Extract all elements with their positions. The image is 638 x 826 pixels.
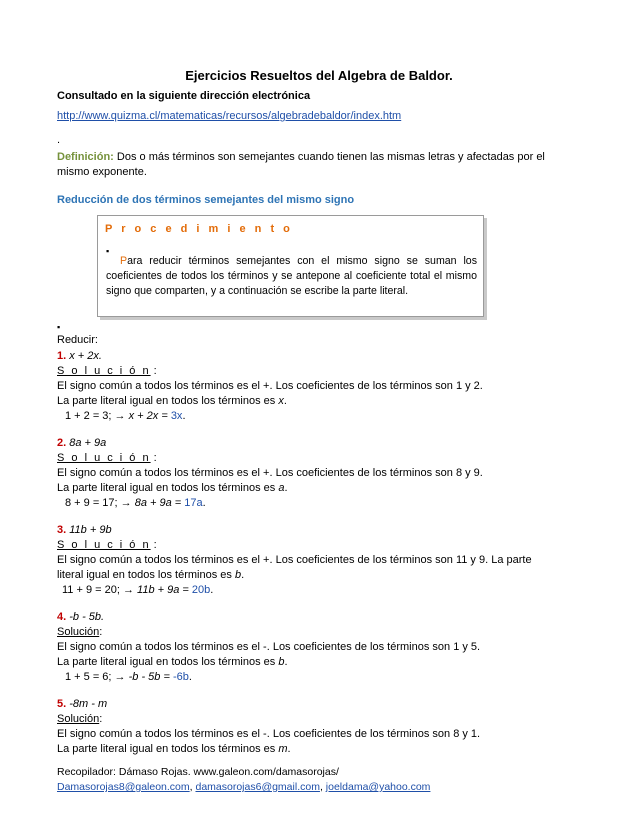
page-title: Ejercicios Resueltos del Algebra de Baldor.	[185, 68, 453, 83]
exercise-number: 4.	[57, 611, 67, 623]
email-link[interactable]: joeldama@yahoo.com	[325, 781, 431, 793]
exercise-1-header	[57, 349, 102, 363]
exercise-result: 20b	[191, 584, 211, 596]
procedure-text	[106, 254, 477, 299]
procedure-body: ara reducir términos semejantes con el mismo signo se suman los coeficientes de todos los términos y se antepone al coeficiente total el mismo signo que comparten, y a continuación se escribe la parte literal.	[106, 255, 477, 297]
exercise-2-line1: El signo común a todos los términos es el +. Los coeficientes de los términos son 8 y 9.	[57, 467, 483, 479]
procedure-box	[97, 215, 484, 317]
footer-compiler: Recopilador: Dámaso Rojas. www.galeon.com/damasorojas/	[57, 766, 339, 778]
bullet-small-icon: ▪	[57, 322, 61, 332]
definition-text: Dos o más términos son semejantes cuando tienen las mismas letras y afectadas por el	[113, 151, 545, 163]
definition-label: Definición:	[57, 151, 114, 163]
definition-text-2: mismo exponente.	[57, 166, 147, 178]
exercise-4-line1: El signo común a todos los términos es el -. Los coeficientes de los términos son 1 y 5.	[57, 641, 481, 653]
exercise-result: -6b	[172, 671, 189, 683]
procedure-first-letter: P	[120, 255, 128, 267]
section-heading: Reducción de dos términos semejantes del mismo signo	[57, 194, 355, 206]
exercise-expression: -8m - m	[69, 698, 108, 710]
exercise-number: 1.	[57, 350, 67, 362]
footer-emails: Damasorojas8@galeon.com, damasorojas6@gmail.com, joeldama@yahoo.com	[57, 781, 431, 793]
bullet-icon: ▪	[106, 246, 110, 256]
email-link[interactable]: Damasorojas8@galeon.com	[57, 781, 190, 793]
solution-label: S o l u c i ó n :	[57, 539, 157, 551]
solution-label: Solución:	[57, 713, 103, 725]
solution-label: Solución:	[57, 626, 103, 638]
procedure-title: P r o c e d i m i e n t o	[105, 223, 293, 235]
exercise-1-calc: 1 + 2 = 3; → x + 2x = 3x.	[65, 410, 186, 422]
exercise-2-calc: 8 + 9 = 17; → 8a + 9a = 17a.	[65, 497, 206, 509]
exercise-5-line1: El signo común a todos los términos es el -. Los coeficientes de los términos son 8 y 1.	[57, 728, 481, 740]
exercise-number: 5.	[57, 698, 67, 710]
exercise-4-calc: 1 + 5 = 6; → -b - 5b = -6b.	[65, 671, 192, 683]
reducir-label: Reducir:	[57, 334, 98, 346]
exercise-expression: 8a + 9a	[69, 437, 107, 449]
email-link[interactable]: damasorojas6@gmail.com	[195, 781, 320, 793]
exercise-result: 17a	[184, 497, 203, 509]
exercise-expression: x + 2x.	[69, 350, 102, 362]
definition-line	[57, 150, 545, 164]
exercise-4-line2: La parte literal igual en todos los términos es b.	[57, 656, 288, 668]
exercise-1-line2: La parte literal igual en todos los términos es x.	[57, 395, 287, 407]
exercise-3-line2: literal igual en todos los términos es b.	[57, 569, 245, 581]
exercise-3-header	[57, 523, 112, 537]
exercise-3-calc: 11 + 9 = 20; → 11b + 9a = 20b.	[62, 584, 214, 596]
exercise-expression: -b - 5b.	[69, 611, 105, 623]
solution-label: S o l u c i ó n :	[57, 452, 157, 464]
exercise-3-line1: El signo común a todos los términos es el +. Los coeficientes de los términos son 11 y 9. La parte	[57, 554, 532, 566]
exercise-number: 2.	[57, 437, 67, 449]
exercise-5-header	[57, 697, 107, 711]
exercise-number: 3.	[57, 524, 67, 536]
exercise-result: 3x	[170, 410, 183, 422]
source-link[interactable]: http://www.quizma.cl/matematicas/recursos/algebradebaldor/index.htm	[57, 110, 402, 122]
exercise-4-header	[57, 610, 104, 624]
period-mark: .	[57, 134, 61, 146]
exercise-2-line2: La parte literal igual en todos los términos es a.	[57, 482, 288, 494]
exercise-2-header	[57, 436, 106, 450]
solution-label: S o l u c i ó n :	[57, 365, 157, 377]
exercise-expression: 11b + 9b	[69, 524, 112, 536]
exercise-5-line2: La parte literal igual en todos los términos es m.	[57, 743, 291, 755]
consulted-label: Consultado en la siguiente dirección electrónica	[57, 90, 311, 102]
exercise-1-line1: El signo común a todos los términos es el +. Los coeficientes de los términos son 1 y 2.	[57, 380, 483, 392]
page-footer	[57, 765, 430, 795]
